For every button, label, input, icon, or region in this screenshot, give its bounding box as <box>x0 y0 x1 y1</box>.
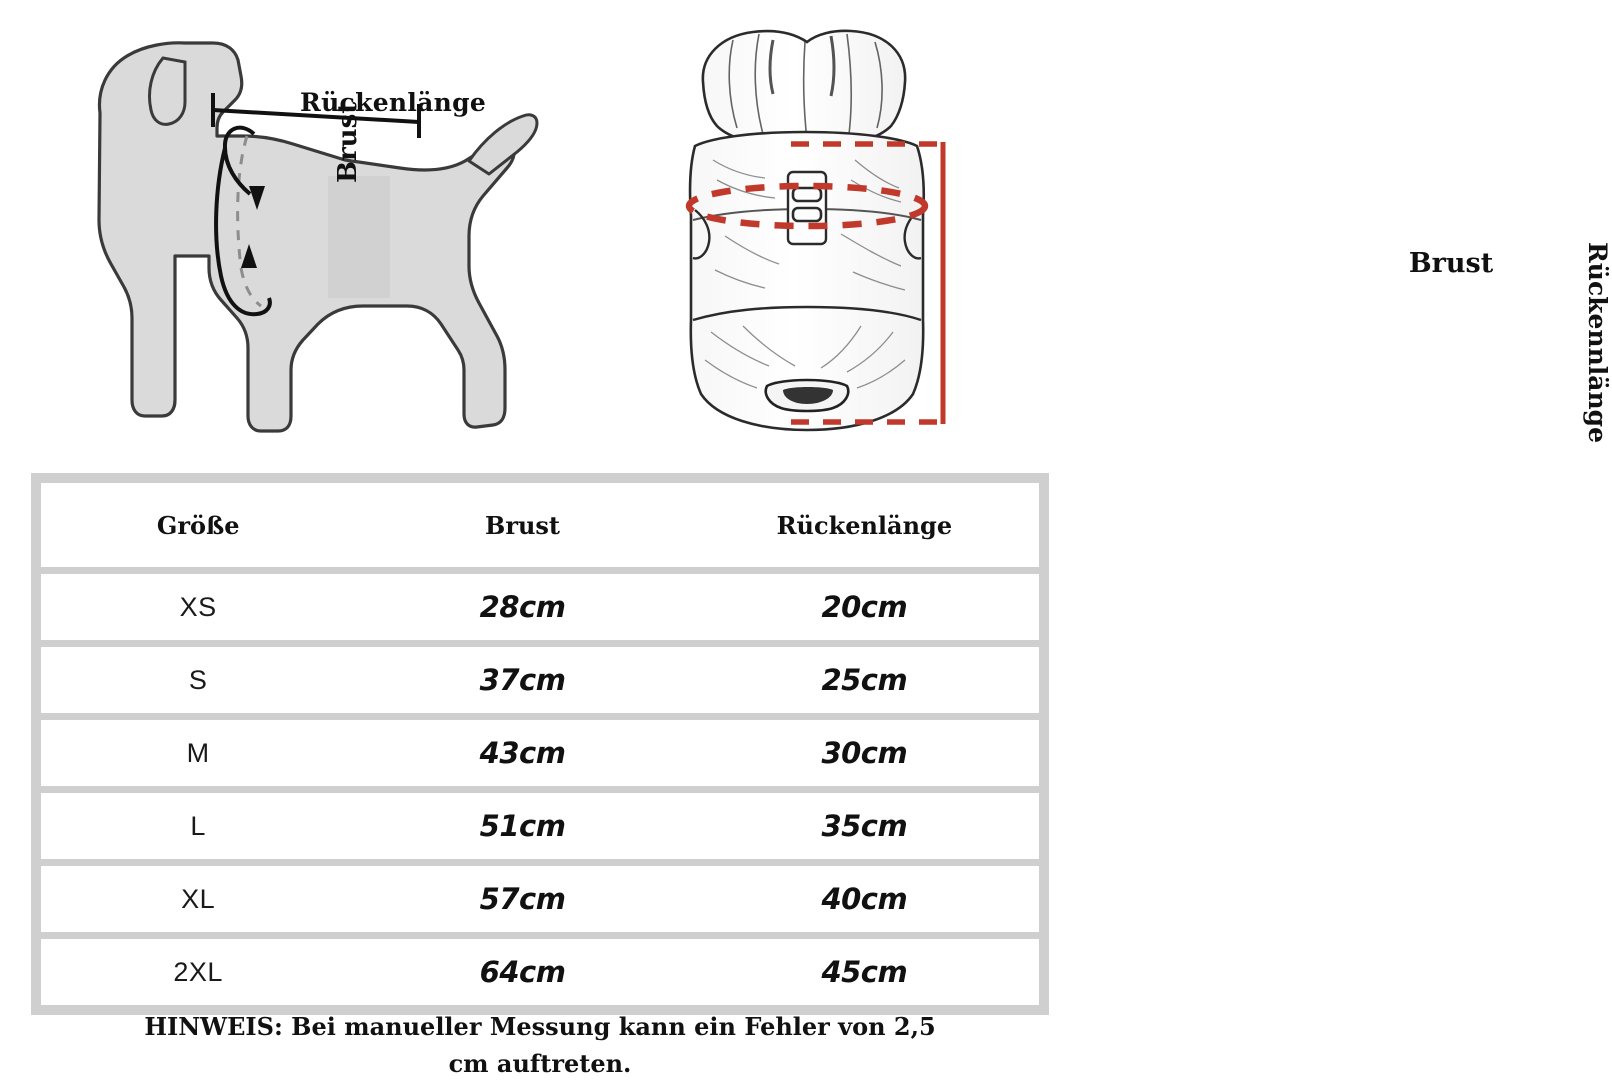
column-header-chest: Brust <box>485 510 561 540</box>
cell-back: 20cm <box>821 590 908 624</box>
d-ring-buckle-icon <box>788 172 826 244</box>
dog-back-length-label: Rückenlänge <box>300 88 487 117</box>
jacket-diagram <box>655 20 1612 460</box>
cell-chest: 57cm <box>479 882 566 916</box>
cell-chest: 51cm <box>479 809 566 843</box>
cell-back: 30cm <box>821 736 908 770</box>
cell-size: XL <box>181 883 216 914</box>
jacket-chest-label: Brust <box>1377 242 1525 285</box>
column-header-back-length: Rückenlänge <box>776 510 953 540</box>
note-line-1: HINWEIS: Bei manueller Messung kann ein Fehler von 2,5 <box>144 1012 936 1041</box>
dog-silhouette-icon <box>45 18 585 458</box>
table-row <box>41 793 1039 859</box>
size-chart-table <box>31 473 1049 1015</box>
jacket-back-length-label: Rückennlänge <box>1583 242 1612 444</box>
table-row <box>41 720 1039 786</box>
table-row <box>41 866 1039 932</box>
column-header-size: Größe <box>156 510 240 540</box>
table-row <box>41 939 1039 1005</box>
cell-back: 25cm <box>821 663 908 697</box>
dog-jacket-icon <box>655 20 1055 460</box>
cell-size: 2XL <box>173 956 223 987</box>
cell-size: XS <box>179 591 217 622</box>
cell-size: S <box>188 664 208 695</box>
note-line-2: cm auftreten. <box>448 1049 632 1078</box>
measurement-note <box>0 1008 1080 1082</box>
dog-chest-label: Brust <box>333 101 363 183</box>
cell-chest: 64cm <box>479 955 566 989</box>
table-row <box>41 574 1039 640</box>
cell-back: 35cm <box>821 809 908 843</box>
cell-size: M <box>186 737 210 768</box>
cell-chest: 28cm <box>479 590 566 624</box>
cell-chest: 37cm <box>479 663 566 697</box>
illustration-area <box>0 0 1612 468</box>
cell-back: 45cm <box>821 955 908 989</box>
dog-diagram <box>45 18 585 458</box>
cell-size: L <box>190 810 206 841</box>
brust-highlight-box <box>328 176 390 298</box>
cell-chest: 43cm <box>479 736 566 770</box>
table-header-row <box>41 483 1039 567</box>
brand-emblem-icon <box>766 380 848 411</box>
cell-back: 40cm <box>821 882 908 916</box>
table-row <box>41 647 1039 713</box>
